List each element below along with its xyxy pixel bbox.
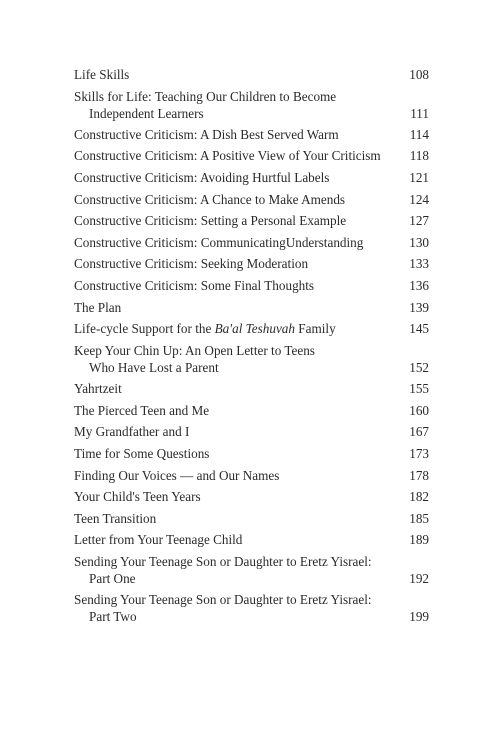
toc-entry-page: 189 <box>409 532 429 548</box>
toc-entry <box>74 147 429 164</box>
toc-entry-page: 199 <box>409 609 429 625</box>
table-of-contents <box>74 66 429 629</box>
toc-entry <box>74 342 429 376</box>
toc-entry-title: Teen Transition <box>74 510 157 526</box>
toc-entry-title: My Grandfather and I <box>74 424 190 440</box>
toc-entry-title: Constructive Criticism: A Dish Best Served Warm <box>74 126 339 142</box>
toc-entry-title: Constructive Criticism: Avoiding Hurtful Labels <box>74 170 330 186</box>
toc-entry-page: 124 <box>409 191 429 207</box>
toc-entry-title: The Pierced Teen and Me <box>74 402 210 418</box>
toc-entry <box>74 88 429 122</box>
toc-entry-title: Time for Some Questions <box>74 445 210 461</box>
toc-entry-page: 145 <box>409 321 429 337</box>
toc-entry-page: 130 <box>409 234 429 250</box>
toc-entry <box>74 591 429 625</box>
toc-entry <box>74 531 429 548</box>
toc-entry <box>74 169 429 186</box>
toc-entry-page: 178 <box>409 467 429 483</box>
toc-entry-title <box>74 320 403 337</box>
toc-entry-title-line1: Skills for Life: Teaching Our Children to Become <box>74 88 337 104</box>
toc-entry <box>74 191 429 208</box>
toc-entry <box>74 510 429 527</box>
toc-entry-title-post: Family <box>295 321 336 337</box>
toc-entry-title: The Plan <box>74 299 122 315</box>
toc-entry <box>74 277 429 294</box>
toc-entry <box>74 126 429 143</box>
toc-entry-title-pre: Life-cycle Support for the <box>74 321 215 337</box>
toc-entry-page: 173 <box>409 445 429 461</box>
toc-entry-title: Constructive Criticism: A Positive View of Your Criticism <box>74 148 381 164</box>
toc-entry-page: 111 <box>410 105 429 121</box>
toc-entry-title: Letter from Your Teenage Child <box>74 532 243 548</box>
toc-entry-title <box>74 553 403 587</box>
toc-entry <box>74 488 429 505</box>
toc-entry-title: Your Child's Teen Years <box>74 489 201 505</box>
toc-entry-title: Finding Our Voices — and Our Names <box>74 467 280 483</box>
toc-entry-page: 160 <box>409 402 429 418</box>
toc-entry <box>74 212 429 229</box>
toc-entry-page: 133 <box>409 256 429 272</box>
toc-entry-title: Constructive Criticism: Seeking Moderation <box>74 256 309 272</box>
toc-entry-title-line1: Keep Your Chin Up: An Open Letter to Teens <box>74 342 315 358</box>
toc-entry-title: Life Skills <box>74 67 130 82</box>
toc-entry <box>74 445 429 462</box>
toc-entry <box>74 320 429 337</box>
toc-entry-title-line2: Independent Learners <box>89 105 204 121</box>
toc-entry-title-italic: Ba'al Teshuvah <box>214 321 295 337</box>
toc-entry <box>74 299 429 316</box>
toc-entry-page: 121 <box>409 170 429 186</box>
toc-entry-title-line2: Part Two <box>89 609 137 625</box>
toc-entry-page: 155 <box>409 381 429 397</box>
toc-entry-page: 108 <box>409 67 429 82</box>
toc-entry-title: Constructive Criticism: CommunicatingUnderstanding <box>74 234 364 250</box>
toc-entry-title-line1: Sending Your Teenage Son or Daughter to Eretz Yisrael: <box>74 592 372 608</box>
toc-entry-page: 167 <box>409 424 429 440</box>
toc-entry-title: Constructive Criticism: A Chance to Make Amends <box>74 191 346 207</box>
toc-entry-page: 114 <box>409 126 429 142</box>
toc-entry-page: 136 <box>409 278 429 294</box>
toc-entry-page: 152 <box>409 359 429 375</box>
toc-entry-title: Constructive Criticism: Setting a Personal Example <box>74 213 347 229</box>
toc-entry-title <box>74 88 403 122</box>
toc-entry-page: 118 <box>409 148 429 164</box>
toc-entry-title-line1: Sending Your Teenage Son or Daughter to Eretz Yisrael: <box>74 553 372 569</box>
toc-entry-title-line2: Part One <box>89 570 136 586</box>
toc-entry-title-line2: Who Have Lost a Parent <box>89 359 219 375</box>
toc-entry-page: 185 <box>409 510 429 526</box>
toc-entry-page: 192 <box>409 570 429 586</box>
toc-entry-title <box>74 342 403 376</box>
toc-entry <box>74 467 429 484</box>
toc-entry-page: 182 <box>409 489 429 505</box>
toc-entry-title: Constructive Criticism: Some Final Thoughts <box>74 278 315 294</box>
toc-entry <box>74 553 429 587</box>
toc-entry-title: Yahrtzeit <box>74 381 122 397</box>
toc-entry <box>74 380 429 397</box>
toc-entry-page: 127 <box>409 213 429 229</box>
toc-entry <box>74 66 429 83</box>
toc-entry <box>74 234 429 251</box>
toc-entry-title <box>74 591 403 625</box>
toc-entry <box>74 402 429 419</box>
toc-entry-page: 139 <box>409 299 429 315</box>
toc-entry <box>74 423 429 440</box>
toc-entry <box>74 255 429 272</box>
